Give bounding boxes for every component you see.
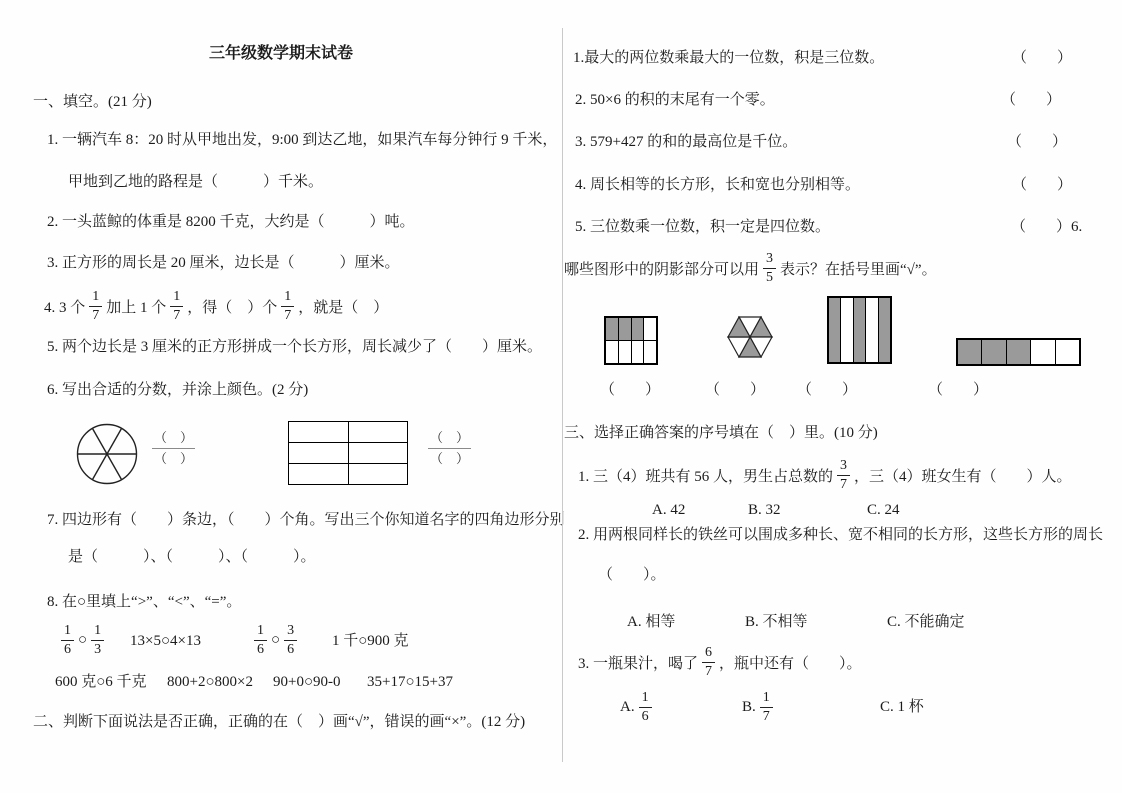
rectangle-3x2-grid-diagram [288,421,408,485]
q1-line-2: 甲地到乙地的路程是（ ）千米。 [68,174,324,190]
grid-cell [866,298,877,362]
q2-line: 2. 一头蓝鲸的体重是 8200 千克，大约是（ ）吨。 [47,214,415,230]
q1-line-1: 1. 一辆汽车 8：20 时从甲地出发，9:00 到达乙地，如果汽车每分钟行 9 千米， [47,132,558,148]
fraction-three-fifths: $\frac{3}{5}$ [763,251,776,285]
option-b: B. 32 [748,502,781,518]
judge-item-2: 2. 50×6 的积的末尾有一个零。 [575,92,775,108]
answer-paren: （ ） [705,382,766,398]
exam-title: 三年级数学期末试卷 [208,45,353,62]
section-2-header: 二、判断下面说法是否正确，正确的在（ ）画“√”，错误的画“×”。(12 分) [33,714,526,730]
option-a: A. $\frac{1}{6}$ [620,687,656,727]
judge-item-1: 1.最大的两位数乘最大的一位数，积是三位数。 [573,50,885,66]
q8-compare-7: 90+0○90-0 [273,674,341,690]
s3-q2-line-1: 2. 用两根同样长的铁丝可以围成多种长、宽不相同的长方形，这些长方形的周长 [578,527,1104,543]
s3-q3-text: ，瓶中还有（ ）。 [719,655,862,672]
s3-q1-text: ，三（4）班女生有（ ）人。 [854,468,1072,485]
q3-line: 3. 正方形的周长是 20 厘米，边长是（ ）厘米。 [47,255,400,271]
fraction-six-sevenths: $\frac{6}{7}$ [702,645,715,679]
s3-q3-text: 3. 一瓶果汁，喝了 [578,655,699,672]
judge-item-6-line [564,248,937,288]
compare-circle: ○ [78,631,88,648]
grid-cell [1031,340,1054,364]
answer-paren: （ ） [797,382,858,398]
fraction-one-sixth: $\frac{1}{6}$ [639,690,652,724]
option-b: B. 不相等 [745,614,808,630]
q8-compare-8: 35+17○15+37 [367,674,453,690]
option-b: B. $\frac{1}{7}$ [742,687,777,727]
fraction-three-sevenths: $\frac{3}{7}$ [837,458,850,492]
grid-cell [644,341,656,363]
grid-cell [958,340,981,364]
q8-compare-5: 600 克○6 千克 [55,674,147,690]
judge-item-4: 4. 周长相等的长方形，长和宽也分别相等。 [575,177,861,193]
grid-cell [619,341,631,363]
q4-text: 加上 1 个 [106,299,167,316]
grid-cell [829,298,840,362]
q8-compare-4: 1 千○900 克 [332,633,409,649]
option-c: C. 1 杯 [880,699,924,715]
q6-text: 表示？在括号里画“√”。 [780,261,937,278]
circle-six-sectors-diagram [76,423,138,485]
fraction: $\frac{1}{6}$ [254,623,267,657]
q7-line-1: 7. 四边形有（ ）条边，（ ）个角。写出三个你知道名字的四角边形分别 [47,512,565,528]
option-a: A. 42 [652,502,686,518]
grid-cell [606,318,618,340]
hexagon-diagram [727,315,773,359]
q4-line [44,287,388,325]
q4-text: ，得（ ）个 [187,299,278,316]
vertical-strips-square-diagram [827,296,892,364]
s3-q1-text: 1. 三（4）班共有 56 人，男生占总数的 [578,468,834,485]
q6-line: 6. 写出合适的分数，并涂上颜色。(2 分) [47,382,309,398]
judge-item-5: 5. 三位数乘一位数，积一定是四位数。 [575,219,831,235]
grid-cell [349,443,408,463]
grid-cell [349,464,408,484]
grid-cell [879,298,890,362]
option-c: C. 不能确定 [887,614,965,630]
option-a: A. 相等 [627,614,676,630]
grid-cell [644,318,656,340]
answer-paren: （ ） [928,382,989,398]
grid-cell [619,318,631,340]
q8-compare-2: 13×5○4×13 [130,633,201,649]
blank-fraction: （ ） （ ） [430,430,470,466]
q8-header: 8. 在○里填上“>”、“<”、“=”。 [47,594,242,610]
grid-cell [841,298,852,362]
grid-cell [1007,340,1030,364]
fraction-one-seventh: $\frac{1}{7}$ [170,289,183,323]
q8-compare-1 [57,621,108,659]
compare-circle: ○ [271,631,281,648]
q7-line-2: 是（ ）、（ ）、（ ）。 [68,549,316,565]
judge-item-3: 3. 579+427 的和的最高位是千位。 [575,134,798,150]
q4-text: 4. 3 个 [44,299,86,316]
option-c: C. 24 [867,502,900,518]
grid-cell [982,340,1005,364]
fraction: $\frac{1}{3}$ [91,623,104,657]
s3-q3-line [578,641,862,683]
grid-cell [632,318,644,340]
q8-compare-6: 800+2○800×2 [167,674,253,690]
answer-paren: （ ） [1001,92,1062,108]
answer-paren: （ ） [1012,177,1073,193]
fraction: $\frac{3}{6}$ [284,623,297,657]
s3-q1-line [578,455,1072,495]
q6-text: 哪些图形中的阴影部分可以用 [564,261,760,278]
blank-fraction: （ ） （ ） [154,430,194,466]
shaded-grid-2x4-diagram [604,316,658,365]
section-3-header: 三、选择正确答案的序号填在（ ）里。(10 分) [564,425,878,441]
answer-paren: （ ） [1012,50,1073,66]
fraction: $\frac{1}{6}$ [61,623,74,657]
fraction-one-seventh: $\frac{1}{7}$ [281,289,294,323]
s3-q2-line-2: （ ）。 [598,567,666,583]
grid-cell [1056,340,1079,364]
answer-paren: （ ） [600,382,661,398]
grid-cell [289,464,348,484]
grid-cell [632,341,644,363]
section-1-header: 一、填空。(21 分) [33,94,152,110]
fraction-one-seventh: $\frac{1}{7}$ [760,690,773,724]
answer-paren: （ ） [1007,134,1068,150]
grid-cell [606,341,618,363]
grid-cell [854,298,865,362]
q8-compare-3 [250,621,301,659]
grid-cell [289,443,348,463]
answer-paren: （ ）6. [1011,219,1083,235]
column-divider [562,28,563,762]
shaded-bar-diagram [956,338,1081,366]
q4-text: ，就是（ ） [298,299,389,316]
grid-cell [349,422,408,442]
grid-cell [289,422,348,442]
q5-line: 5. 两个边长是 3 厘米的正方形拼成一个长方形，周长减少了（ ）厘米。 [47,339,543,355]
fraction-one-seventh: $\frac{1}{7}$ [89,289,102,323]
